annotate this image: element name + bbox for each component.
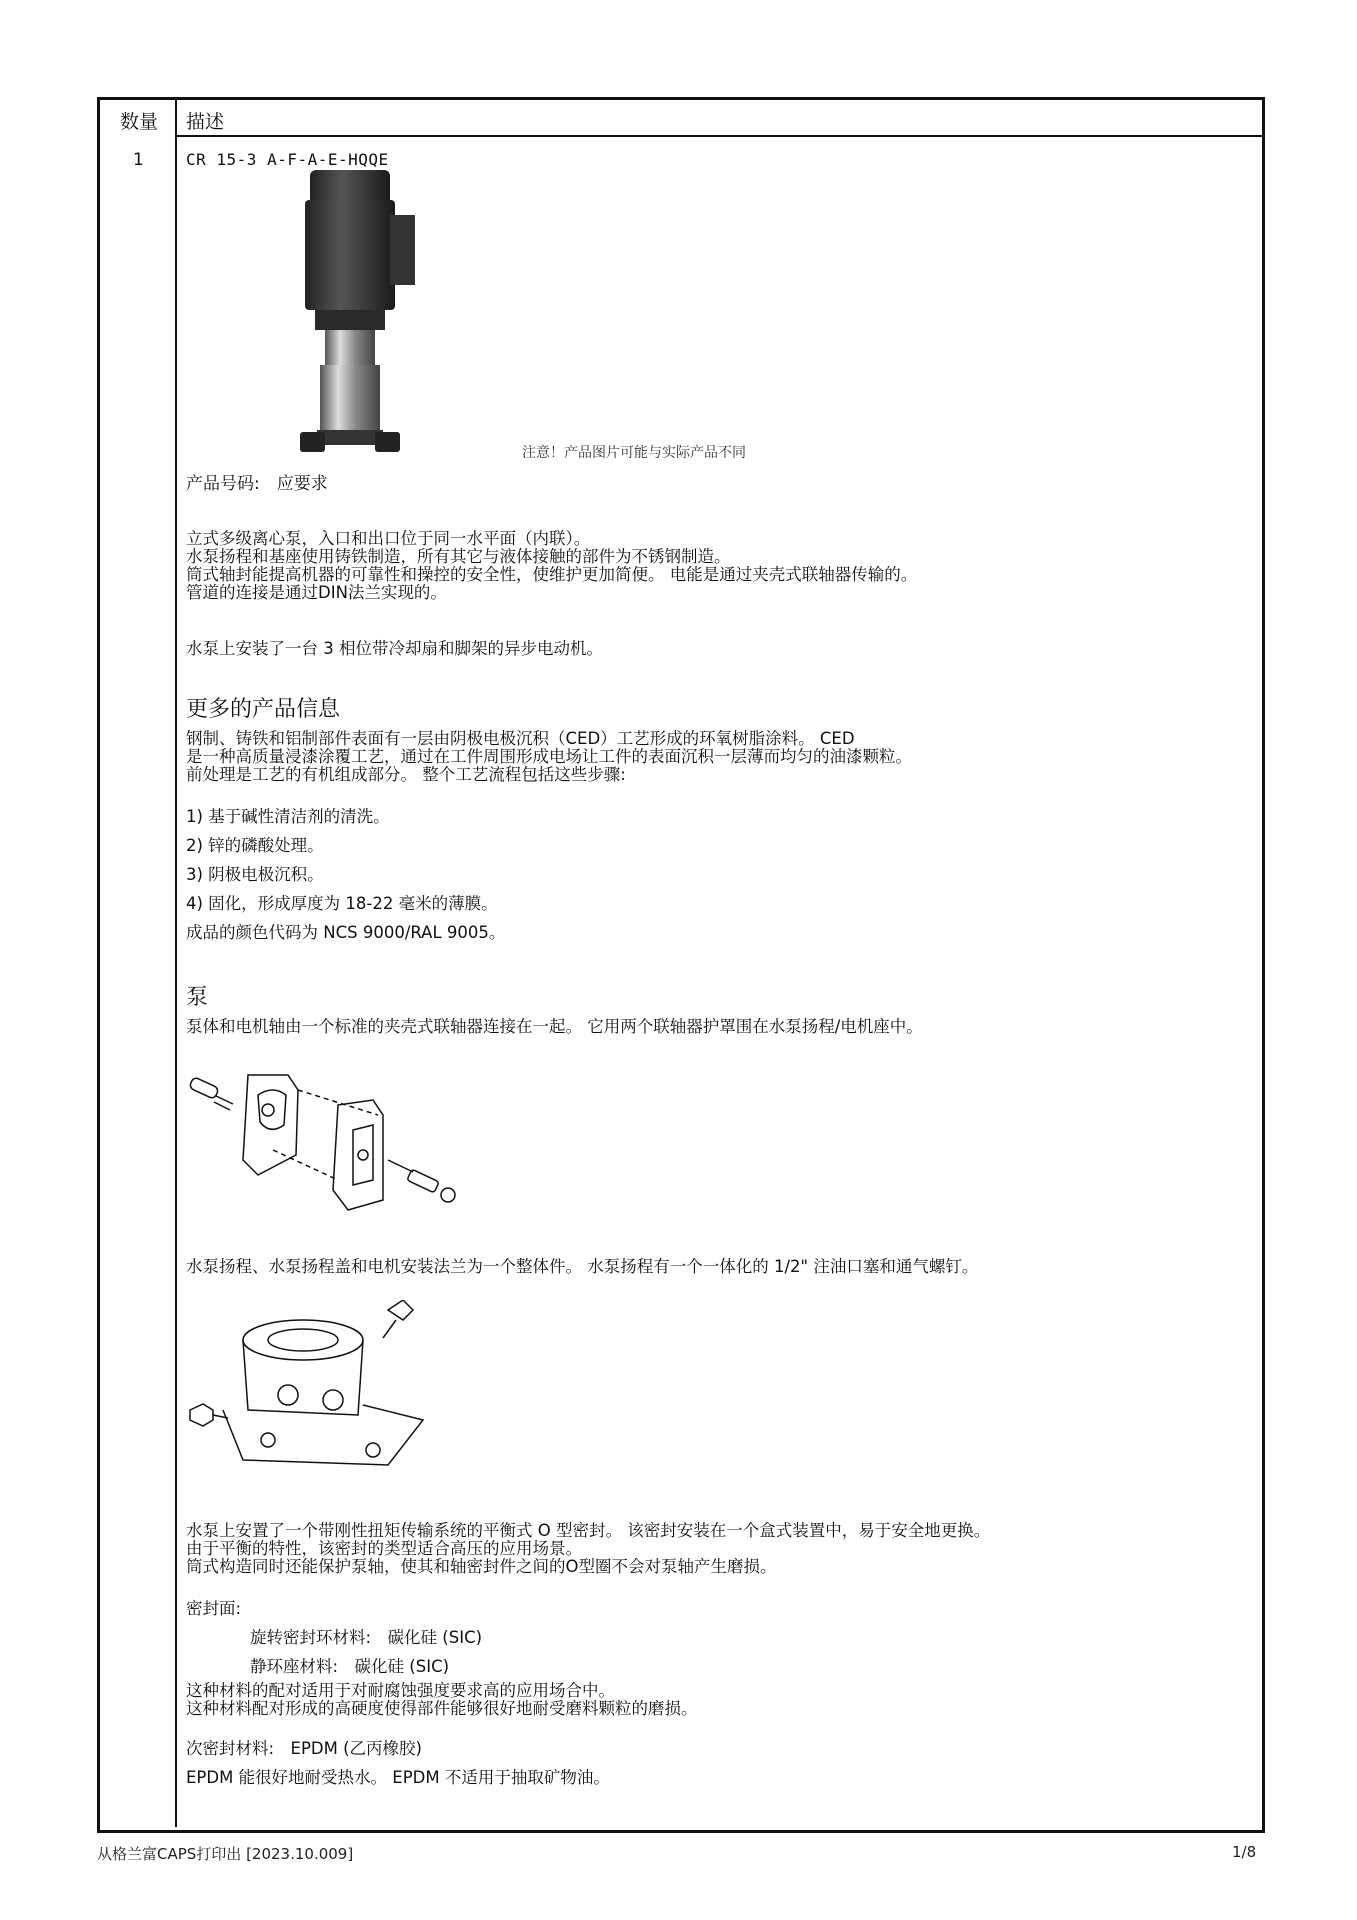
step-1: 1) 基于碱性清洁剂的清洗。 [186,807,390,826]
epdm-note: EPDM 能很好地耐受热水。 EPDM 不适用于抽取矿物油。 [186,1768,610,1787]
qty-header: 数量 [120,111,159,133]
item-qty: 1 [133,150,144,170]
pairing-line-2: 这种材料配对形成的高硬度使得部件能够很好地耐受磨料颗粒的磨损。 [186,1699,698,1718]
pump-head-text: 水泵扬程、水泵扬程盖和电机安装法兰为一个整体件。 水泵扬程有一个一体化的 1/2" 注油口塞和通气螺钉。 [186,1257,979,1276]
intro-line-4: 管道的连接是通过DIN法兰实现的。 [186,583,447,602]
coupling-diagram [188,1060,508,1230]
step-2: 2) 锌的磷酸处理。 [186,836,324,855]
seal-line-3: 筒式构造同时还能保护泵轴，使其和轴密封件之间的O型圈不会对泵轴产生磨损。 [186,1557,777,1576]
pump-heading: 泵 [186,985,209,1010]
column-divider [175,97,177,1827]
pump-head-diagram [188,1300,448,1470]
intro-line-2: 水泵扬程和基座使用铸铁制造，所有其它与液体接触的部件为不锈钢制造。 [186,547,731,566]
step-4: 4) 固化，形成厚度为 18-22 毫米的薄膜。 [186,894,498,913]
pairing-line-1: 这种材料的配对适用于对耐腐蚀强度要求高的应用场合中。 [186,1681,615,1700]
footer-print-source: 从格兰富CAPS打印出 [2023.10.009] [97,1845,354,1863]
seal-line-1: 水泵上安置了一个带刚性扭矩传输系统的平衡式 O 型密封。 该密封安装在一个盒式装置中，易于安全地更换。 [186,1521,991,1540]
motor-description: 水泵上安装了一台 3 相位带冷却扇和脚架的异步电动机。 [186,639,603,658]
intro-line-3: 筒式轴封能提高机器的可靠性和操控的安全性，使维护更加简便。 电能是通过夹壳式联轴器传输的。 [186,565,918,584]
stationary-seat-material: 静环座材料: 碳化硅 (SIC) [250,1657,450,1676]
step-3: 3) 阴极电极沉积。 [186,865,324,884]
page-number: 1/8 [1232,1843,1257,1861]
ced-line-1: 钢制、铸铁和铝制部件表面有一层由阴极电极沉积（CED）工艺形成的环氧树脂涂料。 CED [186,729,855,748]
desc-header: 描述 [186,111,225,133]
header-divider [175,135,1262,137]
intro-line-1: 立式多级离心泵，入口和出口位于同一水平面（内联）。 [186,529,591,548]
ced-line-3: 前处理是工艺的有机组成部分。 整个工艺流程包括这些步骤: [186,765,626,784]
more-info-heading: 更多的产品信息 [186,697,341,722]
seal-line-2: 由于平衡的特性，该密封的类型适合高压的应用场景。 [186,1539,582,1558]
seal-face-label: 密封面: [186,1599,242,1618]
product-number: 产品号码: 应要求 [186,474,328,494]
secondary-seal-material: 次密封材料: EPDM (乙丙橡胶) [186,1739,422,1758]
rotating-ring-material: 旋转密封环材料: 碳化硅 (SIC) [250,1628,483,1647]
ced-line-2: 是一种高质量浸漆涂覆工艺，通过在工件周围形成电场让工件的表面沉积一层薄而均匀的油漆颗粒。 [186,747,912,766]
item-model: CR 15-3 A-F-A-E-HQQE [186,150,389,169]
image-disclaimer: 注意！产品图片可能与实际产品不同 [522,445,746,461]
pump-product-image [295,170,435,460]
coupling-text: 泵体和电机轴由一个标准的夹壳式联轴器连接在一起。 它用两个联轴器护罩围在水泵扬程/电机座中。 [186,1017,923,1036]
color-code: 成品的颜色代码为 NCS 9000/RAL 9005。 [186,923,506,942]
